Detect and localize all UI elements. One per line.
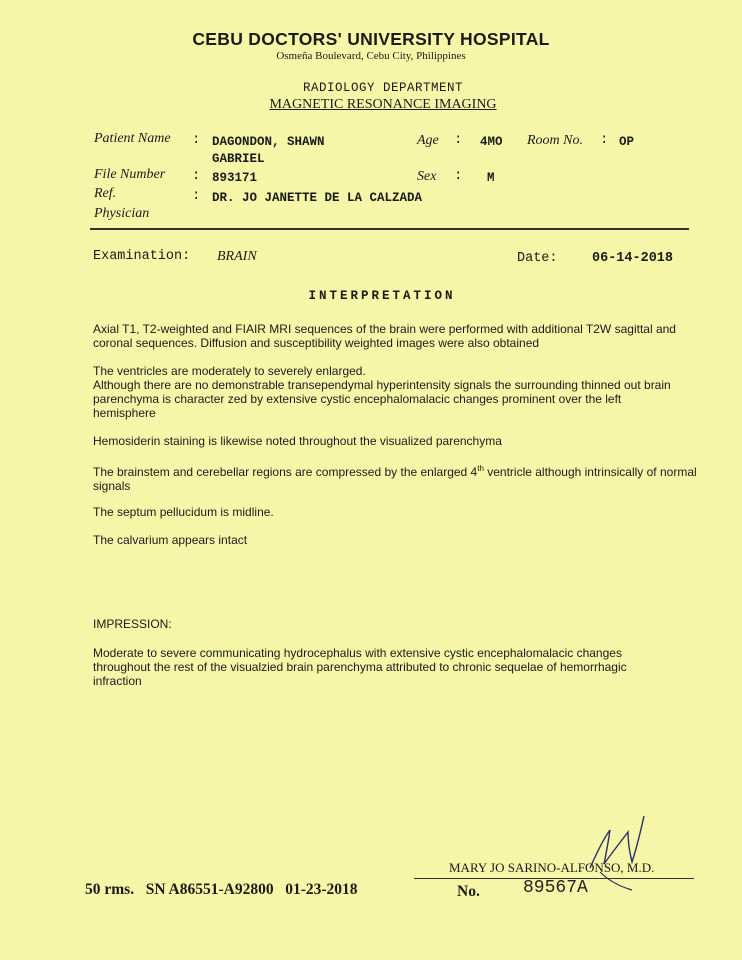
- ref-physician-label: Ref.: [94, 186, 117, 201]
- age-value: 4MO: [480, 135, 503, 149]
- findings-paragraph: The septum pellucidum is midline.: [93, 505, 274, 519]
- impression-heading: IMPRESSION:: [93, 617, 172, 631]
- findings-paragraph: The ventricles are moderately to severely enlarged.: [93, 364, 366, 378]
- sex-label: Sex: [417, 169, 437, 184]
- file-number-value: 893171: [212, 171, 258, 185]
- ref-physician-label-continued: Physician: [94, 206, 150, 221]
- colon: :: [600, 132, 609, 148]
- colon: :: [454, 168, 463, 184]
- signatory-name: MARY JO SARINO-ALFONSO, M.D.: [449, 860, 655, 875]
- findings-paragraph: The calvarium appears intact: [93, 533, 248, 547]
- colon: :: [192, 188, 201, 204]
- room-label: Room No.: [527, 133, 583, 148]
- colon: :: [192, 132, 201, 148]
- interpretation-heading: INTERPRETATION: [308, 289, 456, 303]
- patient-name-value-continued: GABRIEL: [212, 152, 265, 166]
- patient-name-value: DAGONDON, SHAWN: [212, 135, 325, 149]
- ordinal-suffix: th: [477, 464, 484, 473]
- impression-text: Moderate to severe communicating hydrocephalus with extensive cystic encephalomalacic changes throughout the rest of the visualzied brain parenchyma attributed to chronic sequelae of hemorrhagic infraction: [93, 646, 627, 688]
- room-value: OP: [619, 135, 635, 149]
- findings-paragraph: Although there are no demonstrable transependymal hyperintensity signals the surrounding thinned out brain parenchyma is character zed by extensive cystic encephalomalacic changes prominent over the left hemisphere: [93, 378, 671, 420]
- findings-paragraph: [93, 462, 703, 493]
- print-run-info: 50 rms. SN A86551-A92800 01-23-2018: [85, 881, 358, 898]
- form-number-label: No.: [457, 883, 480, 900]
- findings-text: ventricle although intrinsically of normal signals: [93, 465, 697, 493]
- findings-text: The brainstem and cerebellar regions are compressed by the enlarged 4: [93, 465, 478, 479]
- department-title: RADIOLOGY DEPARTMENT: [302, 81, 464, 95]
- examination-label: Examination:: [93, 249, 191, 264]
- form-number-value: 89567A: [523, 878, 588, 898]
- patient-name-label: Patient Name: [94, 131, 171, 146]
- date-value: 06-14-2018: [592, 251, 674, 266]
- findings-paragraph: Axial T1, T2-weighted and FIAIR MRI sequences of the brain were performed with additional T2W sagittal and coronal sequences. Diffusion and susceptibility weighted images were also obtained: [93, 322, 676, 350]
- colon: :: [454, 132, 463, 148]
- findings-paragraph: Hemosiderin staining is likewise noted throughout the visualized parenchyma: [93, 434, 502, 448]
- hospital-name: CEBU DOCTORS' UNIVERSITY HOSPITAL: [192, 29, 550, 49]
- colon: :: [192, 168, 201, 184]
- date-label: Date:: [517, 251, 558, 266]
- examination-value: BRAIN: [217, 249, 257, 264]
- age-label: Age: [417, 133, 439, 148]
- modality-title: MAGNETIC RESONANCE IMAGING: [269, 97, 497, 112]
- ref-physician-value: DR. JO JANETTE DE LA CALZADA: [212, 191, 423, 205]
- sex-value: M: [487, 171, 495, 185]
- header-divider: [90, 228, 689, 230]
- hospital-address: Osmeña Boulevard, Cebu City, Philippines: [276, 50, 466, 62]
- file-number-label: File Number: [94, 167, 166, 182]
